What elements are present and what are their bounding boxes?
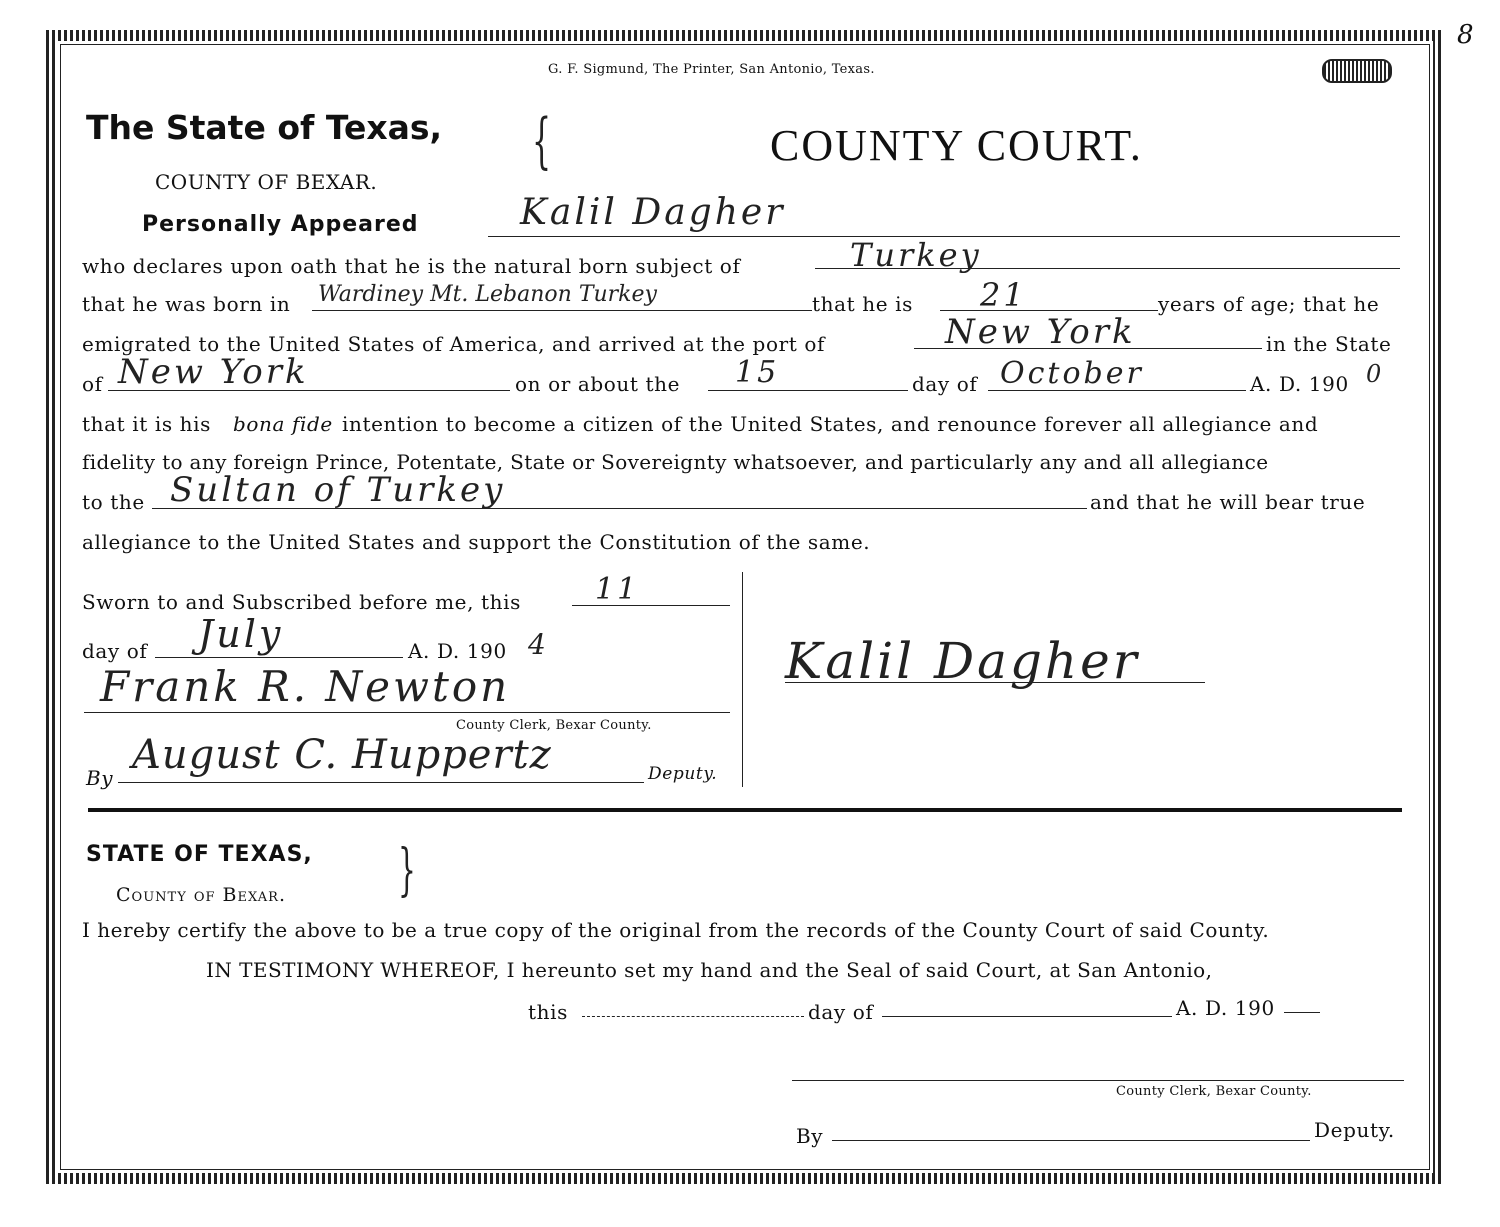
arrival-year-digit: 0 (1366, 360, 1385, 388)
line6: fidelity to any foreign Prince, Potentate, State or Sovereignty whatsoever, and particularly any and all allegiance (82, 450, 1269, 474)
printer-line: G. F. Sigmund, The Printer, San Antonio, Texas. (548, 62, 875, 77)
cert-line1: I hereby certify the above to be a true copy of the original from the records of the County Court of said County. (82, 918, 1270, 942)
line1-text: who declares upon oath that he is the natural born subject of (82, 254, 741, 278)
cert-deputy-line (832, 1140, 1310, 1141)
applicant-signature: Kalil Dagher (785, 632, 1140, 690)
court-title: COUNTY COURT. (770, 121, 1143, 170)
deputy-signature-line (118, 782, 644, 783)
cert-ad: A. D. 190 (1176, 996, 1275, 1020)
line5-rest: intention to become a citizen of the United States, and renounce forever all allegiance and (342, 412, 1319, 436)
line3-suffix: in the State (1266, 332, 1392, 356)
line2-prefix: that he was born in (82, 292, 291, 316)
sworn-divider (742, 572, 743, 787)
cert-brace: } (398, 838, 416, 903)
cert-state: STATE OF TEXAS, (86, 842, 313, 867)
cert-clerk-line (792, 1080, 1404, 1081)
cert-county: County of Bexar. (116, 884, 286, 906)
sworn-day: 11 (595, 572, 640, 607)
clerk-title: County Clerk, Bexar County. (456, 718, 652, 733)
line5: that it is his (82, 412, 211, 436)
line4-ad: A. D. 190 (1250, 372, 1349, 396)
header-brace: { (532, 106, 552, 176)
cert-clerk: County Clerk, Bexar County. (1116, 1084, 1312, 1099)
section-divider (88, 808, 1402, 812)
clerk-signature: Frank R. Newton (100, 662, 511, 711)
cert-line2: IN TESTIMONY WHEREOF, I hereunto set my hand and the Seal of said Court, at San Antonio, (206, 958, 1213, 982)
cert-this: this (528, 1000, 568, 1024)
line4-of: of (82, 372, 103, 396)
age-line (940, 310, 1158, 311)
sovereign: Sultan of Turkey (170, 470, 506, 510)
line3-prefix: emigrated to the United States of America, and arrived at the port of (82, 332, 826, 356)
bona-fide: bona fide (233, 412, 333, 436)
by-label: By (86, 766, 114, 790)
cert-day-line (582, 1016, 804, 1017)
cert-dayof: day of (808, 1000, 874, 1024)
cert-month-line (882, 1016, 1172, 1017)
sworn-prefix: Sworn to and Subscribed before me, this (82, 590, 521, 614)
deputy-signature: August C. Huppertz (132, 732, 552, 778)
port: New York (945, 312, 1136, 352)
sworn-dayof: day of (82, 639, 148, 663)
personally-appeared: Personally Appeared (142, 212, 419, 237)
sworn-ad: A. D. 190 (408, 639, 507, 663)
birthplace-line (312, 310, 812, 311)
arrival-day-line (708, 390, 908, 391)
clerk-signature-line (84, 712, 730, 713)
cert-year-line (1284, 1012, 1320, 1013)
printer-logo (1322, 59, 1392, 83)
age: 21 (980, 276, 1027, 314)
declarant-name: Kalil Dagher (520, 192, 786, 233)
line2-suffix: years of age; that he (1158, 292, 1380, 316)
state-name: New York (118, 352, 309, 392)
line7-suffix: and that he will bear true (1090, 490, 1366, 514)
county-of-bexar: COUNTY OF BEXAR. (155, 170, 378, 194)
country: Turkey (850, 236, 982, 274)
arrival-day: 15 (735, 355, 780, 390)
state-title: The State of Texas, (86, 108, 443, 147)
birthplace: Wardiney Mt. Lebanon Turkey (318, 282, 657, 307)
line8: allegiance to the United States and support the Constitution of the same. (82, 530, 871, 554)
sworn-year-digit: 4 (528, 628, 549, 661)
cert-deputy: Deputy. (1314, 1118, 1395, 1142)
sworn-month: July (198, 612, 284, 656)
line2-mid: that he is (812, 292, 913, 316)
corner-mark: 8 (1457, 20, 1474, 50)
arrival-month: October (1000, 356, 1144, 391)
line4-dayof: day of (912, 372, 978, 396)
cert-by: By (796, 1124, 824, 1148)
line7-prefix: to the (82, 490, 145, 514)
sworn-month-line (155, 657, 403, 658)
deputy-label: Deputy. (648, 764, 718, 784)
applicant-signature-underline (785, 682, 1205, 683)
line4-mid: on or about the (515, 372, 681, 396)
